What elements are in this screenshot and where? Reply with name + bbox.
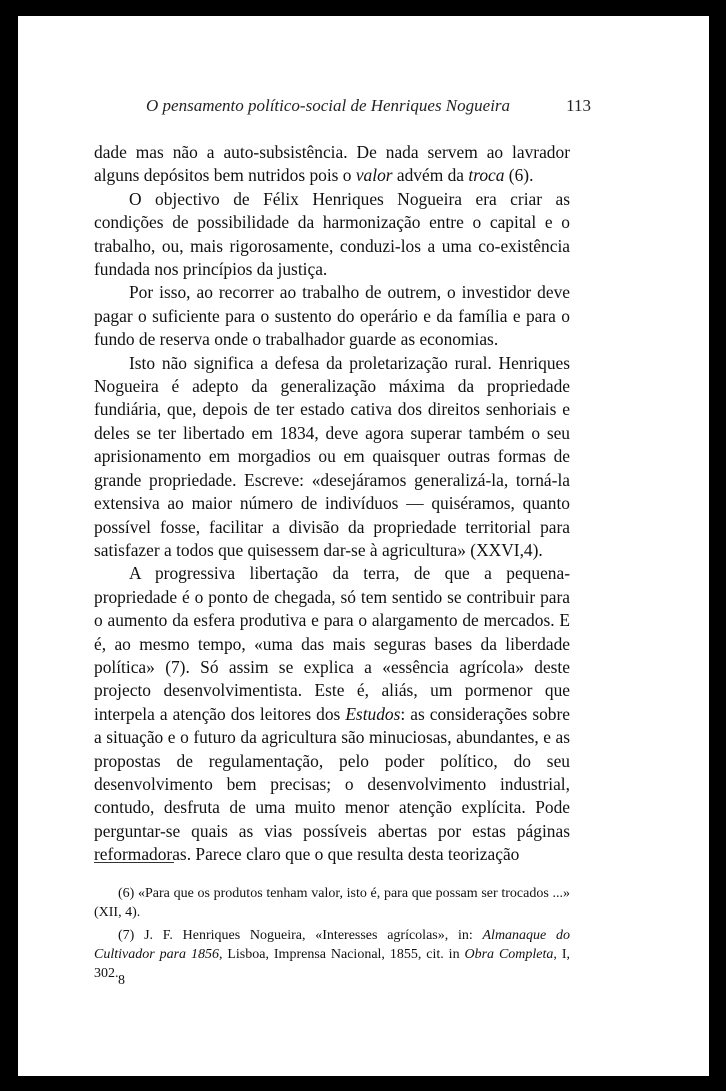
emphasis-estudos: Estudos [345,703,401,724]
running-title: O pensamento político-social de Henriques Nogueira [146,96,511,115]
text-run: dade mas não a auto-subsistência. De nada servem ao lavrador alguns depósitos bem nutridos pois o [94,142,570,186]
emphasis-troca: troca [468,165,505,186]
footnote-ref-6: (6). [504,165,534,186]
running-header [146,96,591,116]
emphasis-obra-completa: Obra Completa [464,947,554,962]
text-run: advém da [392,165,469,186]
footnote-rule [94,862,174,863]
paragraph-5 [94,562,570,866]
paragraph-4: Isto não significa a defesa da proletarização rural. Henriques Nogueira é adepto da generalização máxima da propriedade fundiária, que, depois de ter estado cativa dos direitos senhoriais e deles se ter libertado em 1834, deve agora superar também o seu aprisionamento em morgadios ou em quaisquer outras formas de grande propriedade. Escreve: «desejáramos generalizá-la, torná-la extensiva ao maior número de indivíduos — quiséramos, quanto possível fosse, facilitar a divisão da propriedade territorial para satisfazer a todos que quisessem dar-se à agricultura» (XXVI,4). [94,352,570,560]
text-run: (7) J. F. Henriques Nogueira, «Interesses agrícolas», in: [118,928,483,943]
text-run: , I, 302. [94,947,570,981]
footnote-7 [94,926,570,983]
paragraph-2: O objectivo de Félix Henriques Nogueira era criar as condições de possibilidade da harmonização entre o capital e o trabalho, ou, mais rigorosamente, conduzi-los a uma co-existência fundada nos princípios da justiça. [94,188,570,280]
signature-mark: 8 [118,973,125,988]
paragraph-1 [94,141,570,188]
footnotes [94,884,570,987]
text-run: : as considerações sobre a situação e o futuro da agricultura são minuciosas, abundantes, e as propostas de regulamentação, pelo poder político, do seu desenvolvimento bem precisas; o desenvolvimento industrial, contudo, desfruta de uma muito menor atenção explícita. Pode perguntar-se quais as vias possíveis abertas por estas páginas reformadoras. Parece claro que o que resulta desta teorização [94,703,570,865]
emphasis-valor: valor [355,165,393,186]
footnote-6: (6) «Para que os produtos tenham valor, isto é, para que possam ser trocados ...» (XII, 4). [94,886,570,920]
page-number: 113 [566,96,591,115]
text-run: A progressiva libertação da terra, de que a pequena-propriedade é o ponto de chegada, só tem sentido se contribuir para o aumento da esfera produtiva e para o alargamento de mercados. E é, ao mesmo tempo, «uma das mais seguras bases da liberdade política» (7). Só assim se explica a «essência agrícola» deste projecto desenvolvimentista. Este é, aliás, um pormenor que interpela a atenção dos leitores dos [94,563,570,724]
page [18,16,709,1076]
paragraph-3: Por isso, ao recorrer ao trabalho de outrem, o investidor deve pagar o suficiente para o sustento do operário e da família e para o fundo de reserva onde o trabalhador guarde as economias. [94,282,570,350]
emphasis-almanaque: Almanaque do Cultivador para 1856 [94,928,571,962]
body-text [94,141,570,867]
text-run: , Lisboa, Imprensa Nacional, 1855, cit. in [218,947,465,962]
